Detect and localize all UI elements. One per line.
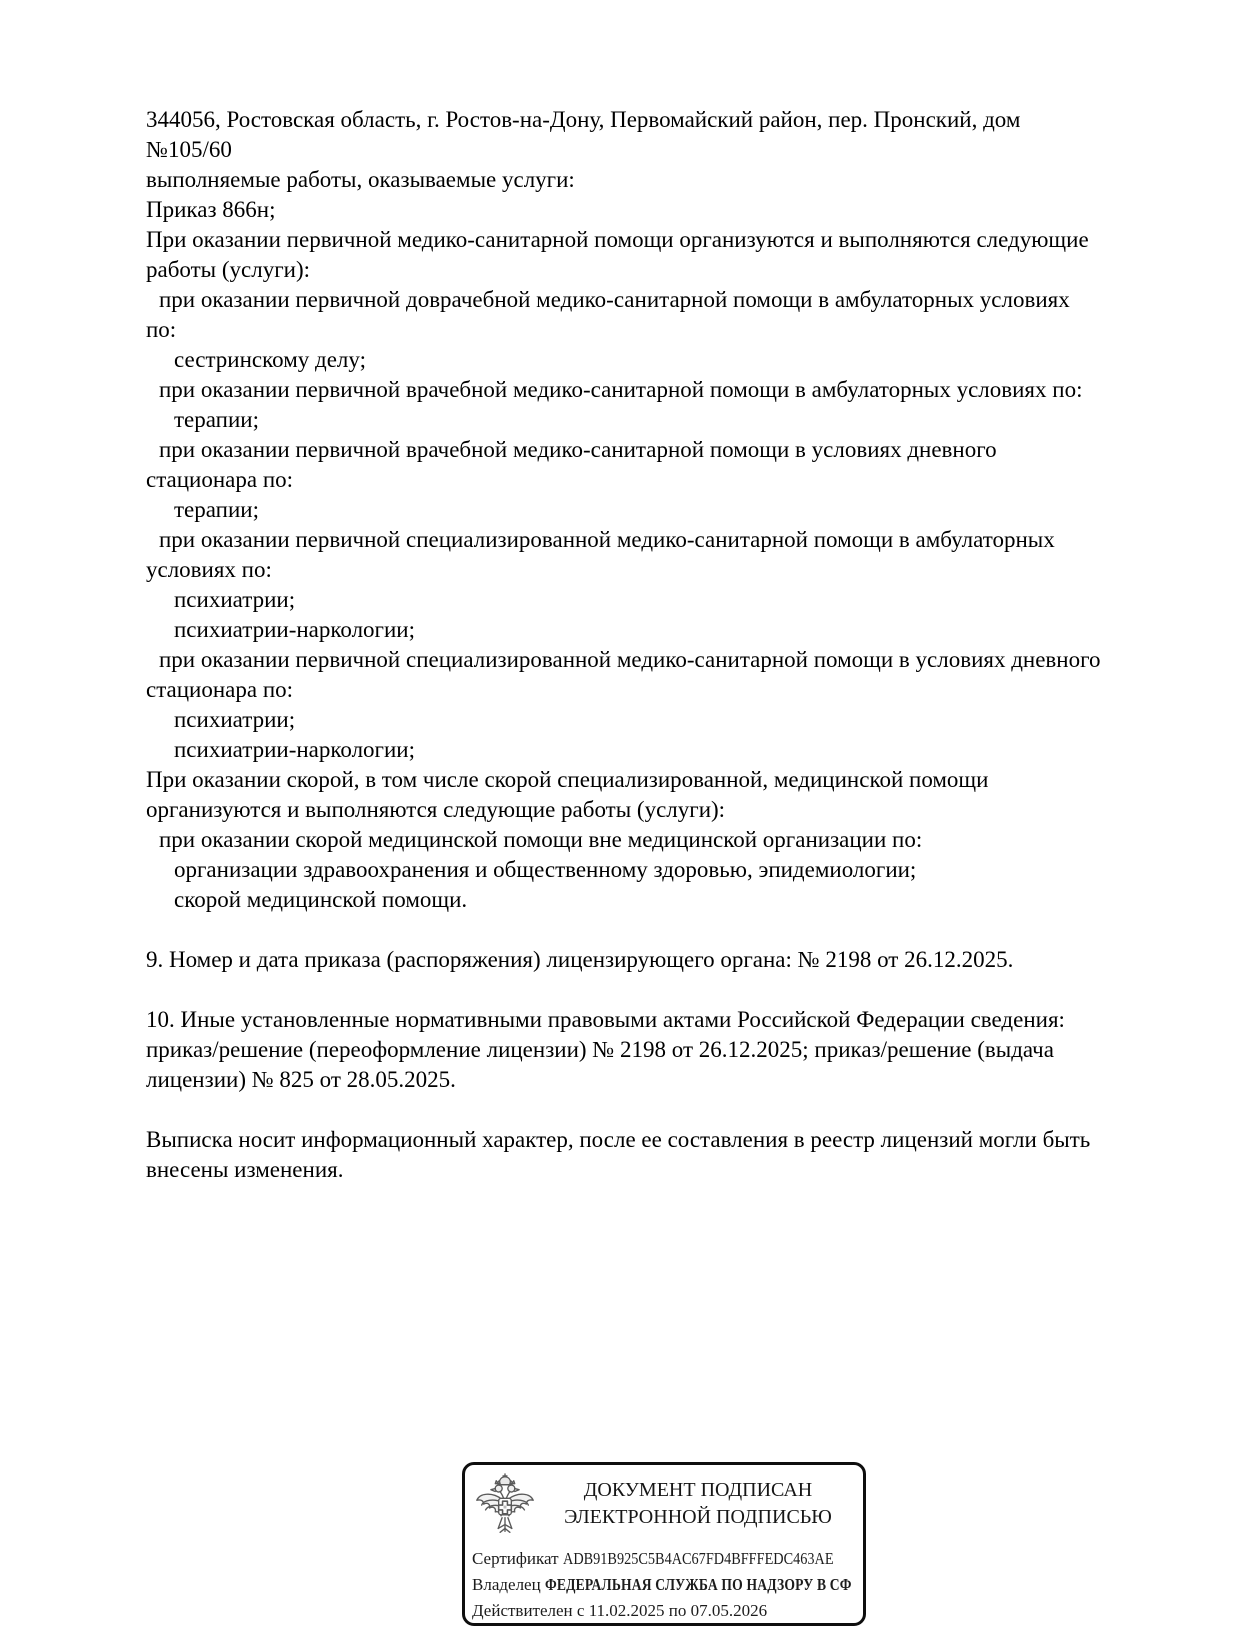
- document-line: №105/60: [146, 137, 232, 162]
- document-line: стационара по:: [146, 467, 294, 492]
- document-line: психиатрии;: [174, 707, 296, 732]
- owner-value: ФЕДЕРАЛЬНАЯ СЛУЖБА ПО НАДЗОРУ В СФ: [544, 1575, 852, 1594]
- document-line: приказ/решение (переоформление лицензии) № 2198 от 26.12.2025; приказ/решение (выдача: [146, 1037, 1054, 1062]
- document-line: при оказании первичной специализированной медико-санитарной помощи в условиях дневного: [159, 647, 1101, 672]
- document-line: психиатрии;: [174, 587, 296, 612]
- stamp-title: [539, 1477, 857, 1531]
- document-line: при оказании первичной специализированной медико-санитарной помощи в амбулаторных: [159, 527, 1055, 552]
- document-line: при оказании первичной доврачебной медико-санитарной помощи в амбулаторных условиях: [159, 287, 1070, 312]
- document-line: при оказании первичной врачебной медико-санитарной помощи в амбулаторных условиях по:: [159, 377, 1083, 402]
- document-line: лицензии) № 825 от 28.05.2025.: [146, 1067, 456, 1092]
- document-line: внесены изменения.: [146, 1157, 344, 1182]
- document-line: 9. Номер и дата приказа (распоряжения) лицензирующего органа: № 2198 от 26.12.2025.: [146, 947, 1014, 972]
- document-line: 344056, Ростовская область, г. Ростов-на-Дону, Первомайский район, пер. Пронский, дом: [146, 107, 1021, 132]
- document-line: выполняемые работы, оказываемые услуги:: [146, 167, 575, 192]
- document-line: терапии;: [174, 407, 259, 432]
- certificate-label: Сертификат: [472, 1549, 559, 1568]
- document-line: при оказании первичной врачебной медико-санитарной помощи в условиях дневного: [159, 437, 997, 462]
- signature-stamp: [462, 1462, 866, 1626]
- document-line: [146, 975, 1121, 1005]
- document-line: Приказ 866н;: [146, 197, 276, 222]
- certificate-line: [472, 1546, 863, 1572]
- document-line: скорой медицинской помощи.: [174, 887, 468, 912]
- document-line: при оказании скорой медицинской помощи вне медицинской организации по:: [159, 827, 923, 852]
- stamp-title-line2: ЭЛЕКТРОННОЙ ПОДПИСЬЮ: [564, 1506, 832, 1528]
- document-line: по:: [146, 317, 177, 342]
- document-line: 10. Иные установленные нормативными правовыми актами Российской Федерации сведения:: [146, 1007, 1065, 1032]
- document-line: психиатрии-наркологии;: [174, 737, 415, 762]
- validity-line: Действителен с 11.02.2025 по 07.05.2026: [472, 1601, 768, 1620]
- document-line: [146, 915, 1121, 945]
- document-line: терапии;: [174, 497, 259, 522]
- stamp-title-line1: ДОКУМЕНТ ПОДПИСАН: [583, 1479, 813, 1501]
- document-line: организуются и выполняются следующие работы (услуги):: [146, 797, 726, 822]
- document-line: При оказании скорой, в том числе скорой специализированной, медицинской помощи: [146, 767, 989, 792]
- document-line: Выписка носит информационный характер, после ее составления в реестр лицензий могли быть: [146, 1127, 1091, 1152]
- document-line: стационара по:: [146, 677, 294, 702]
- document-line: организации здравоохранения и общественному здоровью, эпидемиологии;: [174, 857, 917, 882]
- owner-line: [472, 1572, 863, 1598]
- document-line: [146, 1095, 1121, 1125]
- stamp-details: [472, 1546, 863, 1624]
- document-line: условиях по:: [146, 557, 272, 582]
- certificate-value: ADB91B925C5B4AC67FD4BFFFEDC463AE: [562, 1549, 834, 1568]
- document-line: работы (услуги):: [146, 257, 310, 282]
- double-headed-eagle-icon: [473, 1472, 537, 1544]
- document-line: сестринскому делу;: [174, 347, 366, 372]
- document-body: [146, 105, 1121, 1185]
- document-line: При оказании первичной медико-санитарной помощи организуются и выполняются следующие: [146, 227, 1089, 252]
- owner-label: Владелец: [472, 1575, 541, 1594]
- document-line: психиатрии-наркологии;: [174, 617, 415, 642]
